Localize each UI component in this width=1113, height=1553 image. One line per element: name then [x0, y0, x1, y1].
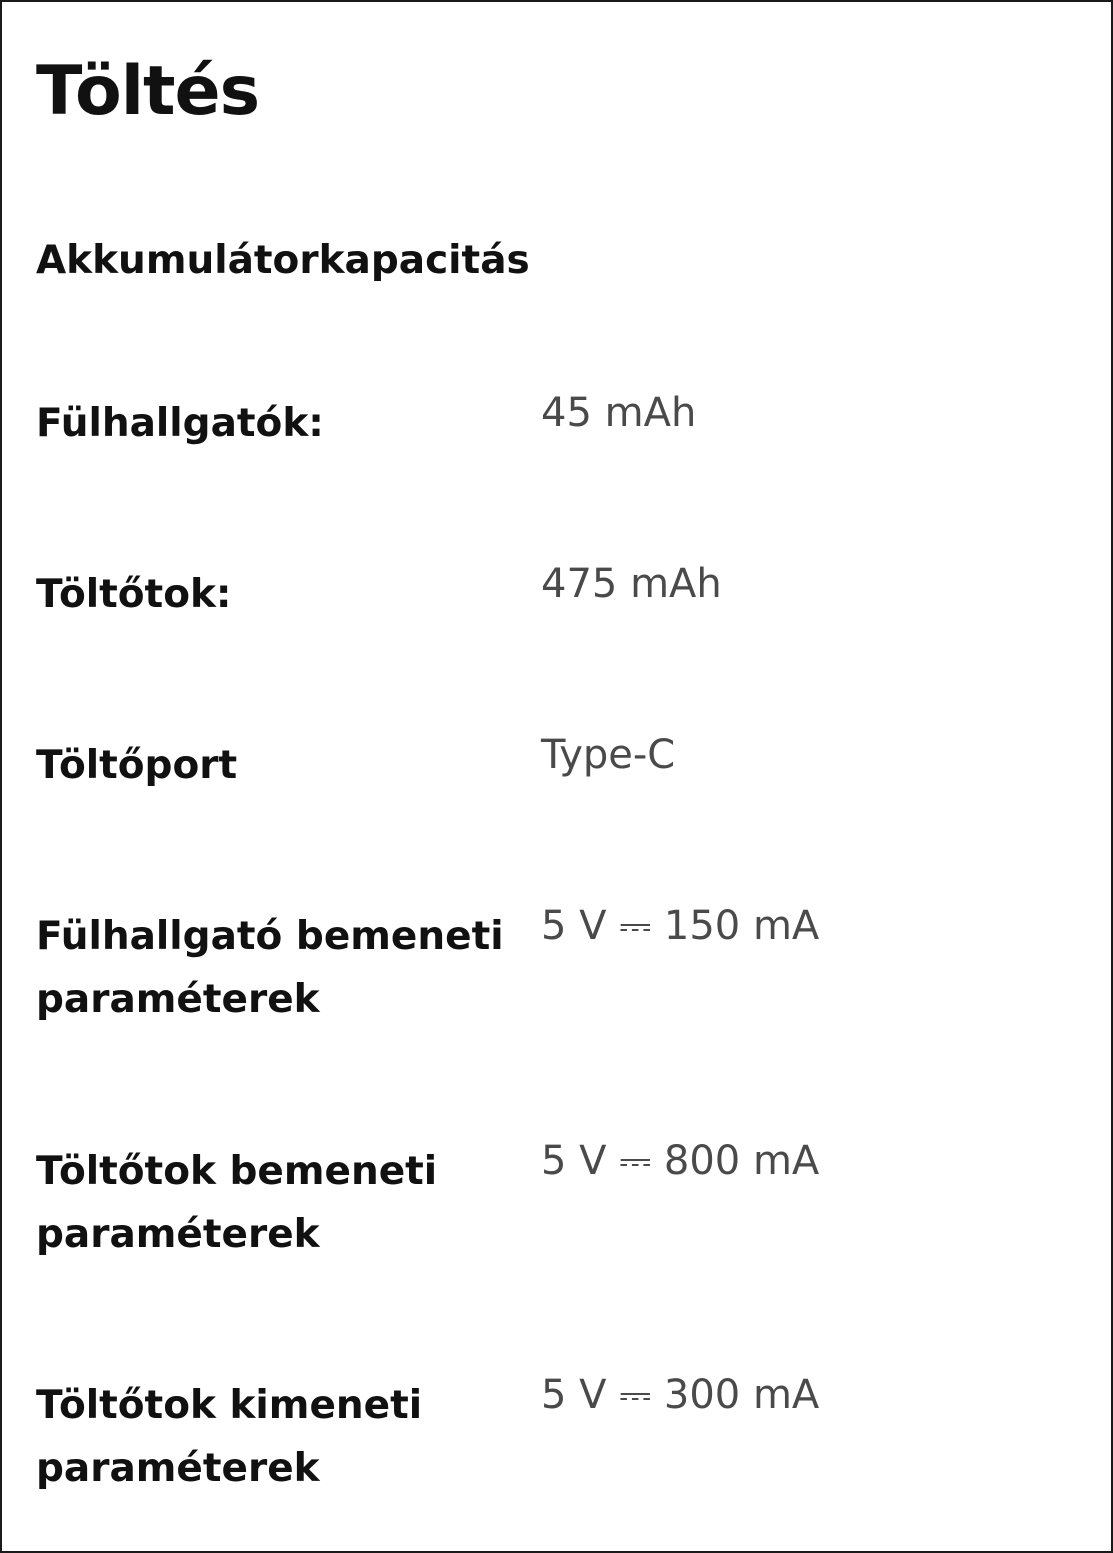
- section-heading-battery-capacity: Akkumulátorkapacitás: [36, 238, 530, 283]
- page-title: Töltés: [36, 52, 260, 131]
- spec-label: Töltőtok bemeneti paraméterek: [36, 1149, 438, 1257]
- spec-label: Töltőtok:: [36, 572, 232, 617]
- spec-value: 475 mAh: [541, 561, 722, 607]
- spec-label: Töltőport: [36, 743, 238, 788]
- spec-value: 45 mAh: [541, 390, 697, 436]
- spec-label: Fülhallgatók:: [36, 401, 324, 446]
- spec-value: 5 V ⎓ 300 mA: [541, 1372, 820, 1418]
- spec-value: 5 V ⎓ 150 mA: [541, 903, 820, 949]
- spec-value: Type-C: [541, 732, 676, 778]
- spec-value: 5 V ⎓ 800 mA: [541, 1138, 820, 1184]
- spec-label: Fülhallgató bemeneti paraméterek: [36, 914, 504, 1022]
- spec-label: Töltőtok kimeneti paraméterek: [36, 1383, 423, 1491]
